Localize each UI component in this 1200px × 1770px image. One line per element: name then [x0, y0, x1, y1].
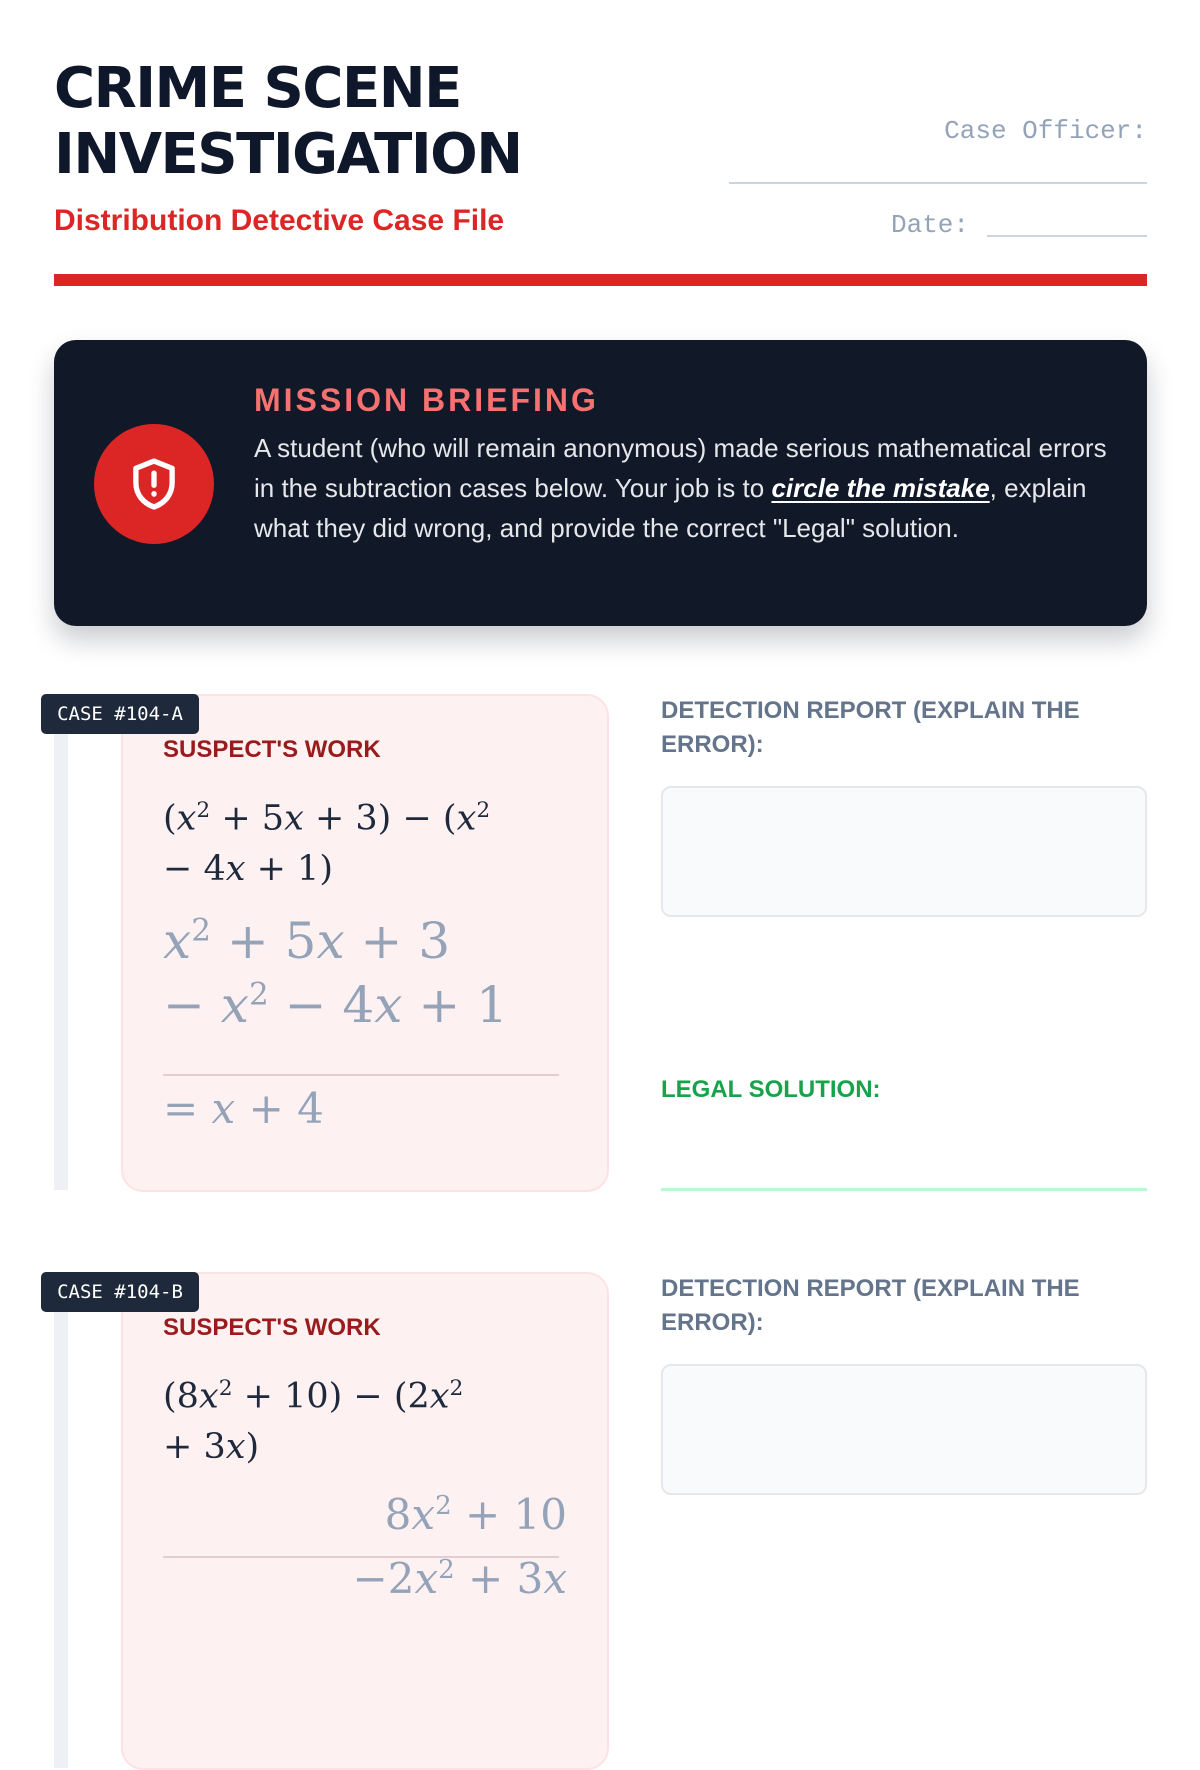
detection-report-label: DETECTION REPORT (EXPLAIN THE ERROR):	[661, 697, 1080, 758]
briefing-emphasis: circle the mistake	[771, 473, 990, 503]
briefing-text-part-1: A student (who will remain anonymous) made serious mathematical errors in the subtraction cases below. Your job is to	[254, 433, 1107, 503]
date-field[interactable]	[987, 235, 1147, 237]
detection-report-field[interactable]	[661, 786, 1147, 917]
case-officer-label: Case Officer:	[944, 116, 1147, 146]
suspect-work-card	[121, 694, 609, 1192]
problem-expression: $(8x^2 + 10) - (2x^2$ + 3x)	[163, 1376, 464, 1467]
briefing-text	[254, 428, 1114, 548]
case-spine	[54, 734, 68, 1190]
briefing-text-part-2: , explain what they did wrong, and provide the correct "Legal" solution.	[254, 473, 1087, 543]
worksheet-page	[54, 0, 1147, 1603]
case-spine	[54, 1312, 68, 1768]
case-tag: CASE #104-A	[41, 694, 199, 734]
suspect-work-title: SUSPECT'S WORK	[163, 736, 381, 763]
case-officer-field[interactable]	[729, 182, 1147, 184]
work-line-2[interactable]: − $x^2 - 4x + 1$	[163, 976, 508, 1034]
mission-briefing-panel	[54, 340, 1147, 626]
work-line-1[interactable]: $x^2 + 5x + 3$	[163, 912, 451, 970]
case-tag: CASE #104-B	[41, 1272, 199, 1312]
case-104-a	[54, 694, 1147, 1190]
page-subtitle: Distribution Detective Case File	[54, 204, 505, 237]
briefing-title: MISSION BRIEFING	[254, 382, 599, 418]
legal-solution-label: LEGAL SOLUTION:	[661, 1076, 881, 1103]
legal-solution-field[interactable]	[661, 1188, 1147, 1191]
work-line-2[interactable]: $-2x^2 + 3x$	[352, 1554, 567, 1603]
title-line-2: INVESTIGATION	[54, 122, 522, 187]
work-result[interactable]: = x + 4	[163, 1084, 324, 1133]
title-line-1: CRIME SCENE	[54, 56, 461, 121]
detection-report-field[interactable]	[661, 1364, 1147, 1495]
work-divider	[163, 1074, 559, 1076]
suspect-work-title: SUSPECT'S WORK	[163, 1314, 381, 1341]
case-104-b	[54, 1272, 1147, 1672]
header-divider	[54, 274, 1147, 286]
page-title	[54, 56, 522, 188]
detection-report-label: DETECTION REPORT (EXPLAIN THE ERROR):	[661, 1275, 1080, 1336]
suspect-work-card	[121, 1272, 609, 1770]
date-label: Date:	[890, 210, 969, 240]
problem-expression: $(x^2 + 5x + 3) - (x^2$ − 4x + 1)	[163, 798, 491, 889]
work-line-1[interactable]: $8x^2 + 10$	[384, 1490, 567, 1539]
shield-alert-icon	[94, 424, 214, 544]
